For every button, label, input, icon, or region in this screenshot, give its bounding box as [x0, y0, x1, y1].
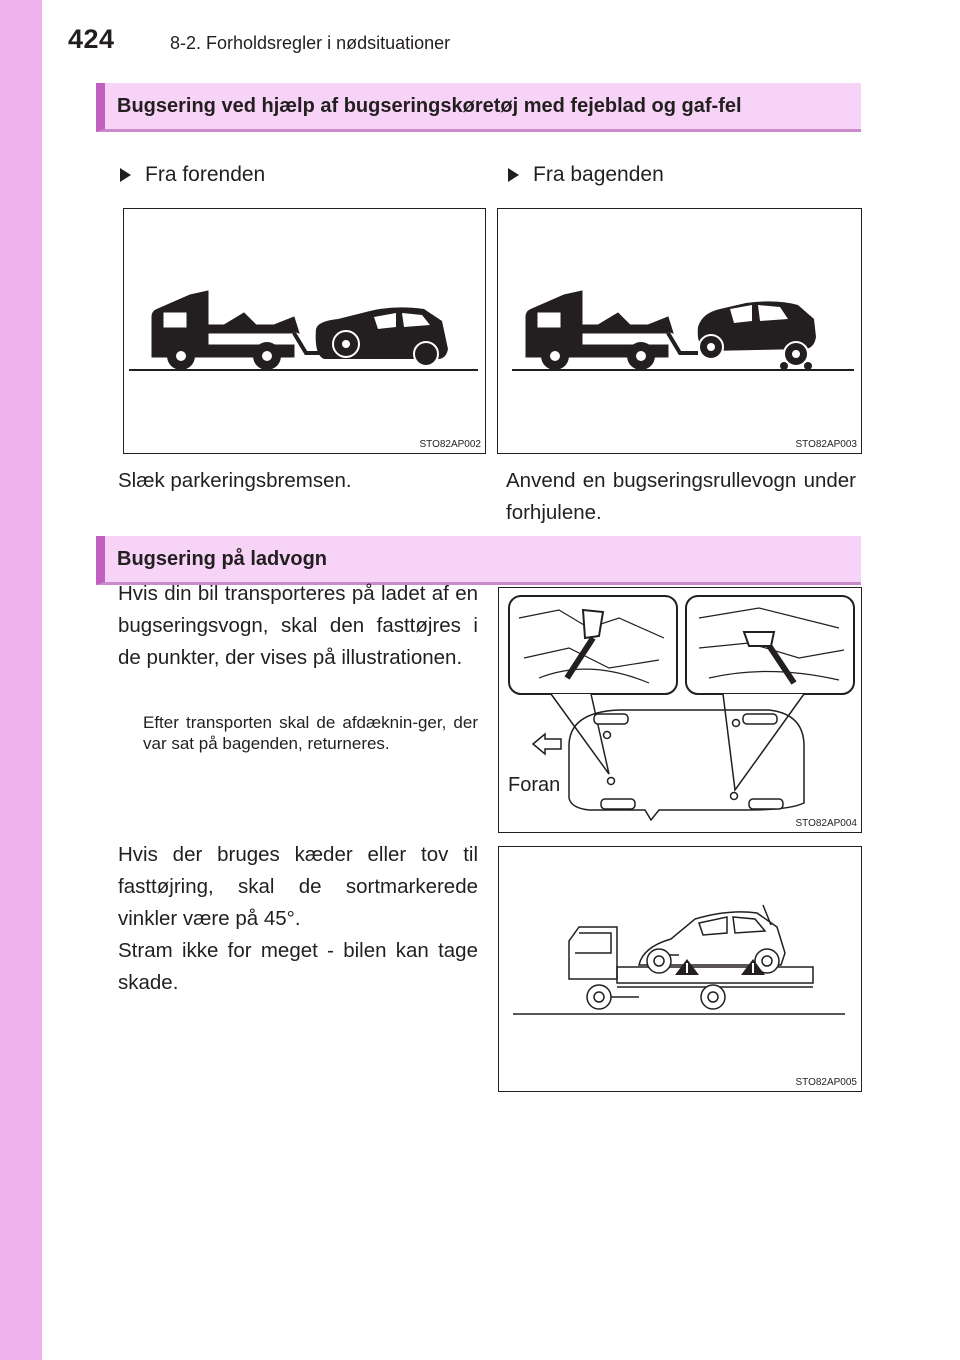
subheading-front-label: Fra forenden: [145, 163, 266, 186]
tie-down-points-illustration: [499, 588, 863, 834]
figure-tow-from-rear: [497, 208, 862, 454]
subheading-front: [120, 163, 265, 187]
paragraph-chain-angles: Hvis der bruges kæder eller tov til fasttøjring, skal de sortmarkerede vinkler være på 45°.: [118, 843, 478, 930]
subheading-rear: [508, 163, 664, 187]
note-reattach-covers: Efter transporten skal de afdæknin-ger, der var sat på bagenden, returneres.: [143, 713, 478, 753]
figure-flatbed-truck: [498, 846, 862, 1092]
page-number: 424: [68, 24, 115, 54]
figure-code: STO82AP002: [419, 439, 481, 450]
figure-code: STO82AP005: [795, 1077, 857, 1088]
section-heading-tow-truck: Bugsering ved hjælp af bugseringskøretøj med fejeblad og gaf-fel: [96, 83, 861, 132]
paragraph-tie-down-points: Hvis din bil transporteres på ladet af en bugseringsvogn, skal den fasttøjres i de punkter, der vises på illustrationen.: [118, 582, 478, 669]
figure-code: STO82AP003: [795, 439, 857, 450]
section-heading-flatbed: Bugsering på ladvogn: [96, 536, 861, 585]
bullet-triangle-icon: [508, 168, 519, 182]
chapter-title: 8-2. Forholdsregler i nødsituationer: [170, 33, 451, 53]
figure-code: STO82AP004: [795, 818, 857, 829]
paragraph-do-not-overtighten: Stram ikke for meget - bilen kan tage skade.: [118, 939, 478, 994]
figure-tow-from-front: [123, 208, 486, 454]
figure-tie-down-points: [498, 587, 862, 833]
side-color-band: [0, 0, 42, 1360]
subheading-rear-label: Fra bagenden: [533, 163, 664, 186]
flatbed-truck-illustration: [499, 847, 863, 1093]
tow-truck-rear-illustration: [498, 209, 863, 455]
bullet-triangle-icon: [120, 168, 131, 182]
caption-use-dolly: Anvend en bugseringsrullevogn under forhjulene.: [506, 469, 856, 524]
caption-release-brake: Slæk parkeringsbremsen.: [118, 469, 352, 492]
tow-truck-front-illustration: [124, 209, 487, 455]
label-front: Foran: [508, 774, 561, 796]
